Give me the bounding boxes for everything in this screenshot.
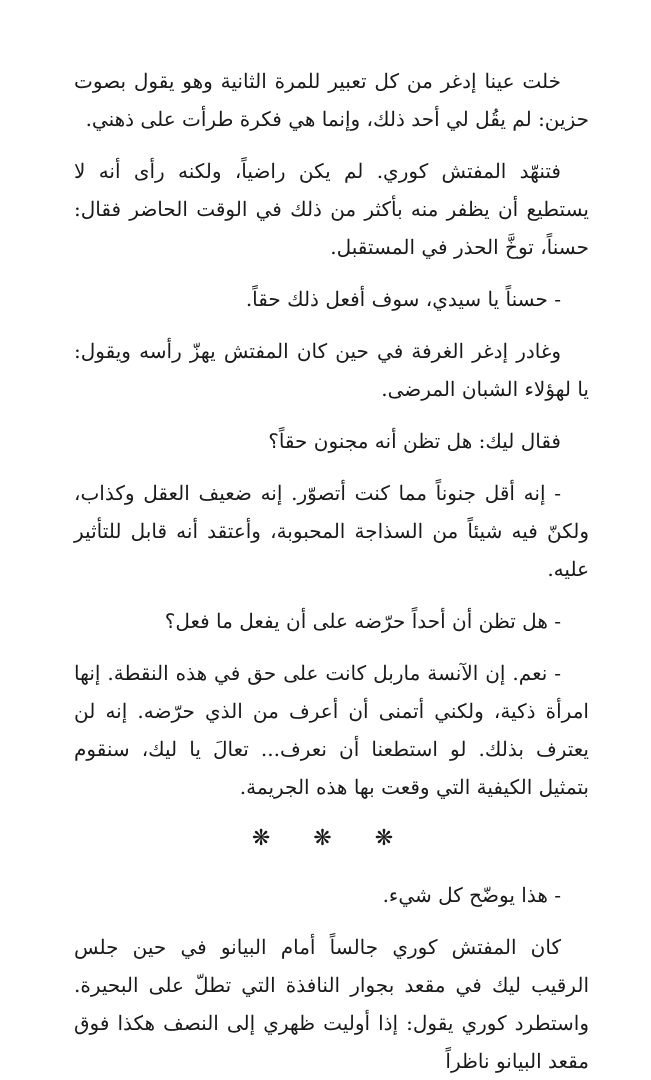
- paragraph-1: خلت عينا إدغر من كل تعبير للمرة الثانية وهو يقول بصوت حزين: لم يقُل لي أحد ذلك، وإنما هي فكرة طرأت على ذهني.: [74, 69, 589, 131]
- paragraph-10: كان المفتش كوري جالساً أمام البيانو في حين جلس الرقيب ليك في مقعد بجوار النافذة التي تطلّ على البحيرة. واستطرد كوري يقول: إذا أوليت ظهري إلى النصف هكذا فوق مقعد البيانو ناظراً: [74, 935, 589, 1073]
- paragraph-2: فتنهّد المفتش كوري. لم يكن راضياً، ولكنه رأى أنه لا يستطيع أن يظفر منه بأكثر من ذلك في الوقت الحاضر فقال: حسناً، توخَّ الحذر في المستقبل.: [74, 159, 589, 259]
- paragraph-4: وغادر إدغر الغرفة في حين كان المفتش يهزّ رأسه ويقول: يا لهؤلاء الشبان المرضى.: [74, 339, 589, 401]
- section-separator: ❋ ❋ ❋: [251, 826, 412, 851]
- paragraph-6: - إنه أقل جنوناً مما كنت أتصوّر. إنه ضعيف العقل وكذاب، ولكنّ فيه شيئاً من السذاجة المحبوبة، وأعتقد أنه قابل للتأثير عليه.: [74, 481, 589, 581]
- paragraph-5: فقال ليك: هل تظن أنه مجنون حقاً؟: [268, 429, 561, 453]
- paragraph-3: - حسناً يا سيدي، سوف أفعل ذلك حقاً.: [245, 287, 561, 311]
- paragraph-8: - نعم. إن الآنسة ماربل كانت على حق في هذه النقطة. إنها امرأة ذكية، ولكني أتمنى أن أعرف من الذي حرّضه. إنه لن يعترف بذلك. لو استطعنا أن نعرف... تعالَ يا ليك، سنقوم بتمثيل الكيفية التي وقعت بها هذه الجريمة.: [74, 661, 589, 799]
- paragraph-9: - هذا يوضّح كل شيء.: [382, 883, 561, 907]
- paragraph-7: - هل تظن أن أحداً حرّضه على أن يفعل ما فعل؟: [164, 609, 561, 633]
